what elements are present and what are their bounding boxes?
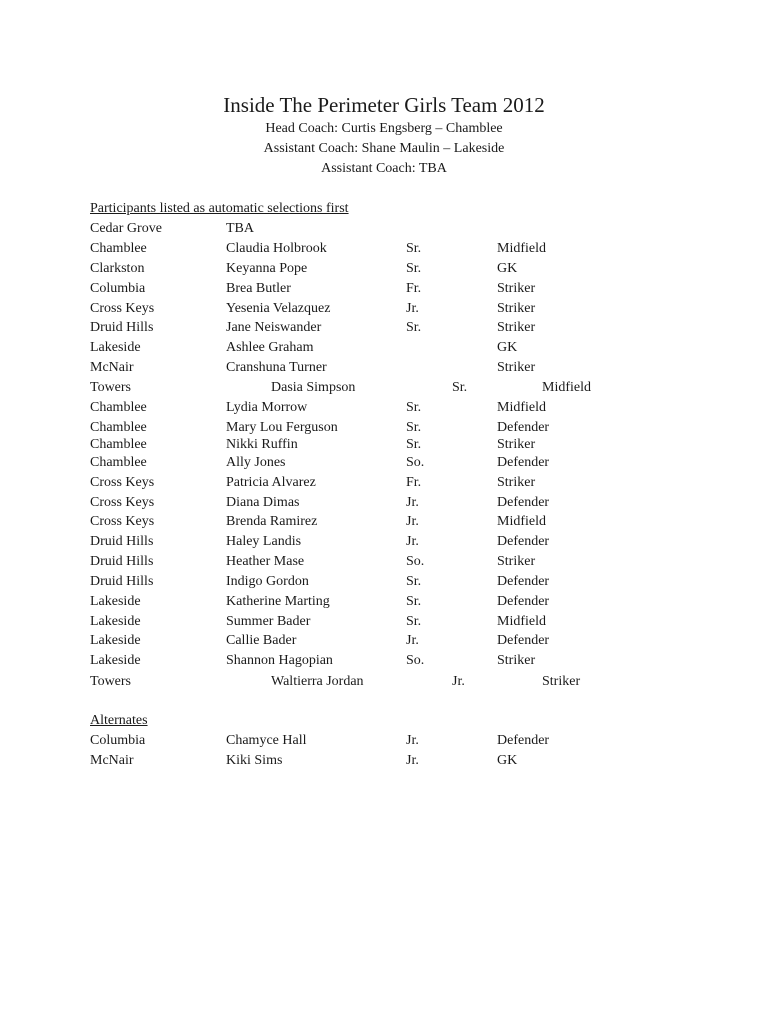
player-name-cell: Keyanna Pope bbox=[226, 261, 308, 276]
roster-row bbox=[0, 220, 768, 238]
year-cell: Jr. bbox=[406, 633, 419, 648]
school-cell: Lakeside bbox=[90, 614, 141, 629]
roster-row bbox=[0, 573, 768, 591]
player-name-cell: Shannon Hagopian bbox=[226, 653, 333, 668]
alternates-heading: Alternates bbox=[90, 713, 148, 728]
position-cell: Defender bbox=[497, 733, 550, 748]
player-name-cell: TBA bbox=[226, 221, 254, 236]
roster-row bbox=[0, 752, 768, 770]
player-name-cell: Cranshuna Turner bbox=[226, 360, 327, 375]
school-cell: Lakeside bbox=[90, 633, 141, 648]
school-cell: McNair bbox=[90, 360, 134, 375]
position-cell: Striker bbox=[497, 437, 536, 452]
participants-heading: Participants listed as automatic selections first bbox=[90, 201, 349, 216]
document-title: Inside The Perimeter Girls Team 2012 bbox=[223, 93, 545, 117]
school-cell: Chamblee bbox=[90, 400, 147, 415]
player-name-cell: Brenda Ramirez bbox=[226, 514, 318, 529]
year-cell: Sr. bbox=[406, 437, 422, 452]
roster-row bbox=[0, 436, 768, 454]
roster-row bbox=[0, 533, 768, 551]
position-cell: Striker bbox=[497, 320, 536, 335]
school-cell: Lakeside bbox=[90, 340, 141, 355]
roster-row bbox=[0, 732, 768, 750]
school-cell: Cross Keys bbox=[90, 514, 155, 529]
school-cell: Chamblee bbox=[90, 437, 147, 452]
position-cell: GK bbox=[497, 261, 518, 276]
school-cell: Cross Keys bbox=[90, 495, 155, 510]
position-cell: Defender bbox=[497, 574, 550, 589]
position-cell: Defender bbox=[497, 534, 550, 549]
head-coach-line: Head Coach: Curtis Engsberg – Chamblee bbox=[265, 121, 503, 136]
year-cell: Jr. bbox=[406, 495, 419, 510]
player-name-cell: Mary Lou Ferguson bbox=[226, 420, 338, 435]
position-cell: Midfield bbox=[497, 514, 546, 529]
position-cell: Striker bbox=[497, 281, 536, 296]
school-cell: Clarkston bbox=[90, 261, 145, 276]
year-cell: So. bbox=[406, 554, 425, 569]
school-cell: Cross Keys bbox=[90, 301, 155, 316]
position-cell: Striker bbox=[497, 301, 536, 316]
year-cell: Sr. bbox=[406, 614, 422, 629]
school-cell: Cross Keys bbox=[90, 475, 155, 490]
player-name-cell: Ally Jones bbox=[226, 455, 286, 470]
position-cell: Striker bbox=[497, 475, 536, 490]
school-cell: Towers bbox=[90, 674, 132, 689]
year-cell: Sr. bbox=[406, 261, 422, 276]
position-cell: Defender bbox=[497, 633, 550, 648]
year-cell: Jr. bbox=[406, 514, 419, 529]
school-cell: Druid Hills bbox=[90, 320, 154, 335]
roster-row bbox=[0, 613, 768, 631]
position-cell: Defender bbox=[497, 420, 550, 435]
position-cell: GK bbox=[497, 753, 518, 768]
player-name-cell: Ashlee Graham bbox=[226, 340, 314, 355]
player-name-cell: Haley Landis bbox=[226, 534, 302, 549]
position-cell: Midfield bbox=[542, 380, 591, 395]
roster-row bbox=[0, 280, 768, 298]
roster-row bbox=[0, 359, 768, 377]
position-cell: Midfield bbox=[497, 614, 546, 629]
school-cell: Druid Hills bbox=[90, 534, 154, 549]
position-cell: Defender bbox=[497, 455, 550, 470]
year-cell: Sr. bbox=[406, 420, 422, 435]
position-cell: Midfield bbox=[497, 241, 546, 256]
year-cell: Sr. bbox=[452, 380, 468, 395]
year-cell: Fr. bbox=[406, 475, 422, 490]
year-cell: Sr. bbox=[406, 574, 422, 589]
school-cell: McNair bbox=[90, 753, 134, 768]
player-name-cell: Dasia Simpson bbox=[271, 380, 356, 395]
player-name-cell: Yesenia Velazquez bbox=[226, 301, 331, 316]
roster-row bbox=[0, 553, 768, 571]
year-cell: So. bbox=[406, 455, 425, 470]
player-name-cell: Chamyce Hall bbox=[226, 733, 307, 748]
year-cell: Sr. bbox=[406, 241, 422, 256]
year-cell: Jr. bbox=[406, 753, 419, 768]
roster-row bbox=[0, 474, 768, 492]
player-name-cell: Nikki Ruffin bbox=[226, 437, 298, 452]
roster-row bbox=[0, 652, 768, 670]
position-cell: GK bbox=[497, 340, 518, 355]
school-cell: Chamblee bbox=[90, 241, 147, 256]
year-cell: Jr. bbox=[406, 534, 419, 549]
year-cell: Jr. bbox=[406, 301, 419, 316]
year-cell: Sr. bbox=[406, 400, 422, 415]
roster-row bbox=[0, 494, 768, 512]
position-cell: Striker bbox=[497, 554, 536, 569]
player-name-cell: Claudia Holbrook bbox=[226, 241, 327, 256]
year-cell: So. bbox=[406, 653, 425, 668]
school-cell: Druid Hills bbox=[90, 574, 154, 589]
roster-row bbox=[0, 379, 768, 397]
year-cell: Sr. bbox=[406, 594, 422, 609]
player-name-cell: Heather Mase bbox=[226, 554, 305, 569]
school-cell: Lakeside bbox=[90, 653, 141, 668]
player-name-cell: Jane Neiswander bbox=[226, 320, 322, 335]
position-cell: Midfield bbox=[497, 400, 546, 415]
year-cell: Jr. bbox=[406, 733, 419, 748]
player-name-cell: Waltierra Jordan bbox=[271, 674, 364, 689]
roster-row bbox=[0, 673, 768, 691]
player-name-cell: Callie Bader bbox=[226, 633, 297, 648]
player-name-cell: Diana Dimas bbox=[226, 495, 300, 510]
roster-row bbox=[0, 632, 768, 650]
roster-row bbox=[0, 454, 768, 472]
position-cell: Striker bbox=[497, 360, 536, 375]
position-cell: Defender bbox=[497, 594, 550, 609]
roster-row bbox=[0, 513, 768, 531]
roster-row bbox=[0, 593, 768, 611]
player-name-cell: Brea Butler bbox=[226, 281, 291, 296]
school-cell: Columbia bbox=[90, 733, 146, 748]
school-cell: Chamblee bbox=[90, 455, 147, 470]
player-name-cell: Kiki Sims bbox=[226, 753, 283, 768]
roster-row bbox=[0, 419, 768, 437]
school-cell: Cedar Grove bbox=[90, 221, 162, 236]
position-cell: Striker bbox=[497, 653, 536, 668]
roster-row bbox=[0, 300, 768, 318]
school-cell: Columbia bbox=[90, 281, 146, 296]
year-cell: Sr. bbox=[406, 320, 422, 335]
roster-row bbox=[0, 399, 768, 417]
player-name-cell: Patricia Alvarez bbox=[226, 475, 316, 490]
school-cell: Lakeside bbox=[90, 594, 141, 609]
player-name-cell: Katherine Marting bbox=[226, 594, 330, 609]
position-cell: Striker bbox=[542, 674, 581, 689]
player-name-cell: Lydia Morrow bbox=[226, 400, 308, 415]
year-cell: Jr. bbox=[452, 674, 465, 689]
player-name-cell: Summer Bader bbox=[226, 614, 311, 629]
school-cell: Druid Hills bbox=[90, 554, 154, 569]
year-cell: Fr. bbox=[406, 281, 422, 296]
school-cell: Chamblee bbox=[90, 420, 147, 435]
roster-row bbox=[0, 240, 768, 258]
player-name-cell: Indigo Gordon bbox=[226, 574, 309, 589]
assistant-coach-line: Assistant Coach: TBA bbox=[321, 161, 447, 176]
roster-row bbox=[0, 260, 768, 278]
assistant-coach-line: Assistant Coach: Shane Maulin – Lakeside bbox=[263, 141, 505, 156]
roster-row bbox=[0, 319, 768, 337]
school-cell: Towers bbox=[90, 380, 132, 395]
position-cell: Defender bbox=[497, 495, 550, 510]
roster-row bbox=[0, 339, 768, 357]
